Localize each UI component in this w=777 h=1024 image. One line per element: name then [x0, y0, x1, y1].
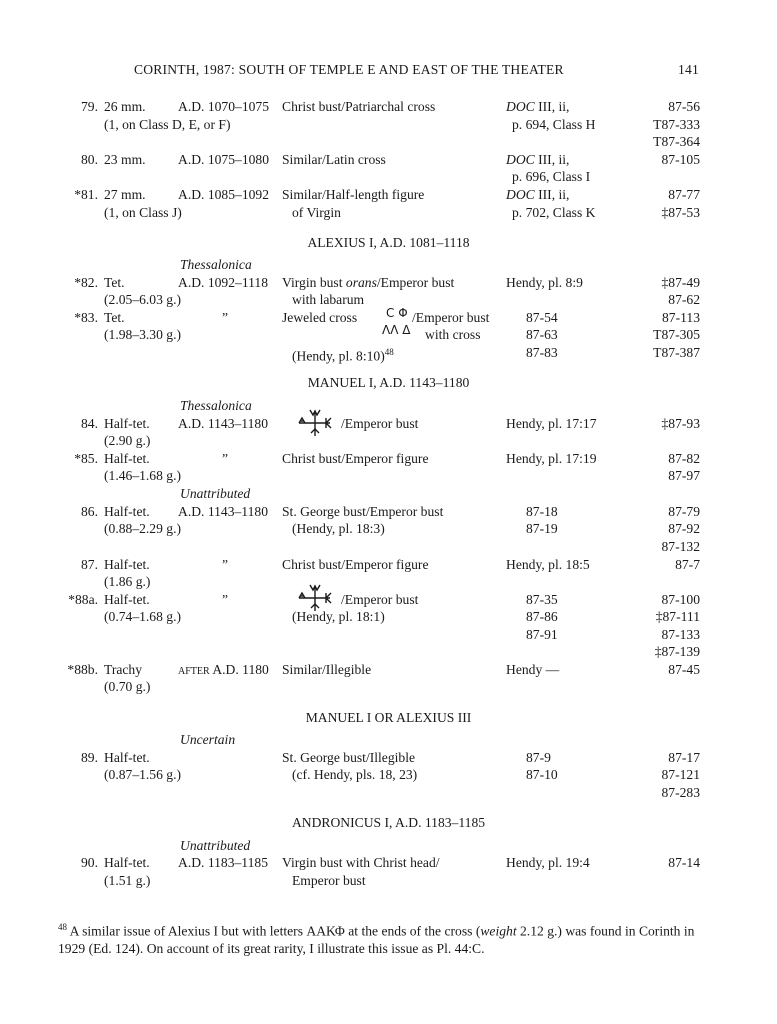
inventory-number: 87-14	[668, 855, 700, 870]
entry-reference: Hendy, pl. 8:9	[506, 275, 583, 290]
entry-description: Christ bust/Emperor figure	[282, 451, 429, 466]
entry-number: 87.	[81, 557, 98, 572]
desc-part: /Emperor bust	[376, 275, 455, 290]
entry-denomination-note: (1.46–1.68 g.)	[104, 468, 182, 483]
entry-description-cont: with labarum	[292, 292, 365, 307]
entry-description: Similar/Illegible	[282, 662, 372, 677]
inventory-number: ‡87-53	[661, 205, 700, 220]
inventory-number: 87-62	[668, 292, 700, 307]
inventory-ref: 87-63	[526, 327, 558, 342]
inventory-number: 87-283	[661, 785, 700, 800]
inventory-number: 87-17	[668, 750, 700, 765]
inventory-ref: 87-86	[526, 609, 558, 624]
entry-denomination-note: (0.70 g.)	[104, 679, 151, 694]
entry-denomination-note: (0.74–1.68 g.)	[104, 609, 182, 624]
section-heading-alexius: ALEXIUS I, A.D. 1081–1118	[307, 235, 470, 250]
inventory-number: T87-364	[653, 134, 700, 149]
entry-denomination-note: (1.51 g.)	[104, 873, 151, 888]
entry-denomination-note: (2.90 g.)	[104, 433, 151, 448]
section-heading-manuel-or-alexius: MANUEL I OR ALEXIUS III	[305, 710, 472, 725]
entry-reference: Hendy —	[506, 662, 560, 677]
inventory-number: ‡87-139	[654, 644, 700, 659]
desc-italic: orans	[345, 275, 377, 290]
entry-reference: Hendy, pl. 17:17	[506, 416, 597, 431]
inventory-number: 87-121	[661, 767, 700, 782]
inventory-number: 87-113	[661, 310, 700, 325]
entry-description: Jeweled cross	[282, 310, 358, 325]
entry-reference: Hendy, pl. 18:5	[506, 557, 590, 572]
entry-denomination: 23 mm.	[104, 152, 146, 167]
inventory-number: T87-333	[653, 117, 700, 132]
cross-letters-top: C Φ	[386, 306, 408, 320]
mint-heading: Thessalonica	[180, 257, 252, 272]
page-number: 141	[678, 62, 699, 77]
entry-description-cont: (Hendy, pl. 18:3)	[292, 521, 385, 536]
entry-denomination: 26 mm.	[104, 99, 146, 114]
entry-date: A.D. 1085–1092	[178, 187, 270, 202]
inventory-number: T87-305	[653, 327, 700, 342]
ditto-mark: ”	[222, 451, 229, 466]
mint-heading: Thessalonica	[180, 398, 252, 413]
entry-number: 80.	[81, 152, 98, 167]
entry-reference-page: p. 702, Class K	[512, 205, 596, 220]
entry-number: 86.	[81, 504, 98, 519]
footnote-text: 2.12 g.) was found in Corinth in 1929 (Ed. 124). On account of its great rarity, I illustrate this issue as Pl. 44:C.	[58, 923, 695, 956]
inventory-number: 87-92	[668, 521, 700, 536]
entry-date: A.D. 1070–1075	[178, 99, 270, 114]
entry-number: *83.	[74, 310, 98, 325]
inventory-ref: 87-35	[526, 592, 558, 607]
entry-denomination: Half-tet.	[104, 592, 150, 607]
inventory-ref: 87-18	[526, 504, 558, 519]
inventory-number: 87-79	[668, 504, 700, 519]
entry-denomination: Half-tet.	[104, 416, 150, 431]
inventory-ref: 87-9	[526, 750, 551, 765]
entry-number: *88b.	[67, 662, 98, 677]
section-heading-manuel: MANUEL I, A.D. 1143–1180	[307, 375, 470, 390]
doc-abbrev: DOC	[506, 187, 535, 202]
entry-number: *85.	[74, 451, 98, 466]
entry-description	[282, 274, 454, 291]
inventory-number: 87-7	[675, 557, 700, 572]
ditto-mark: ”	[222, 557, 229, 572]
entry-number: *81.	[74, 187, 98, 202]
inventory-ref: 87-54	[526, 310, 558, 325]
footnote-number: 48	[58, 922, 67, 932]
inventory-number: 87-97	[668, 468, 700, 483]
inventory-number: 87-133	[661, 627, 700, 642]
section-heading-andronicus: ANDRONICUS I, A.D. 1183–1185	[291, 815, 486, 830]
inventory-number: ‡87-49	[661, 275, 700, 290]
entry-number: 84.	[81, 416, 98, 431]
hendy-ref: (Hendy, pl. 8:10)	[292, 348, 385, 364]
entry-date: A.D. 1143–1180	[178, 504, 268, 519]
doc-volume: III, ii,	[538, 187, 570, 202]
entry-denomination-note: (1.98–3.30 g.)	[104, 327, 182, 342]
entry-number: *82.	[74, 275, 98, 290]
inventory-number: T87-387	[653, 345, 700, 360]
entry-description: Christ bust/Patriarchal cross	[282, 99, 436, 114]
inventory-number: 87-45	[668, 662, 700, 677]
entry-denomination-note: (1.86 g.)	[104, 574, 151, 589]
entry-description: Similar/Half-length figure	[282, 187, 425, 202]
ditto-mark: ”	[222, 592, 229, 607]
entry-reference: Hendy, pl. 19:4	[506, 855, 590, 870]
inventory-number: 87-56	[668, 99, 700, 114]
entry-number: *88a.	[68, 592, 98, 607]
entry-description-c: with cross	[425, 327, 481, 342]
running-title: CORINTH, 1987: SOUTH OF TEMPLE E AND EAST OF THE THEATER	[134, 62, 564, 77]
entry-denomination: Half-tet.	[104, 855, 150, 870]
inventory-number: 87-132	[661, 539, 700, 554]
entry-denomination: Half-tet.	[104, 557, 150, 572]
inventory-number: 87-100	[661, 592, 700, 607]
inventory-number: ‡87-111	[655, 609, 700, 624]
ditto-mark: ”	[222, 310, 229, 325]
entry-description: Virgin bust with Christ head/	[282, 855, 440, 870]
entry-number: 90.	[81, 855, 98, 870]
mint-heading: Uncertain	[180, 732, 236, 747]
entry-number: 89.	[81, 750, 98, 765]
desc-part: Virgin bust	[282, 275, 346, 290]
entry-denomination: 27 mm.	[104, 187, 146, 202]
entry-description: St. George bust/Emperor bust	[282, 504, 444, 519]
entry-denomination: Half-tet.	[104, 504, 150, 519]
inventory-number: 87-77	[668, 187, 700, 202]
entry-date: A.D. 1092–1118	[178, 275, 268, 290]
doc-volume: III, ii,	[538, 152, 570, 167]
monogram-icon	[296, 408, 338, 438]
doc-abbrev: DOC	[506, 152, 535, 167]
entry-denomination: Tet.	[104, 275, 125, 290]
entry-reference: Hendy, pl. 17:19	[506, 451, 597, 466]
entry-denomination: Trachy	[104, 662, 143, 677]
doc-volume: III, ii,	[538, 99, 570, 114]
inventory-ref: 87-83	[526, 345, 558, 360]
entry-denomination-note: (2.05–6.03 g.)	[104, 292, 182, 307]
inventory-number: 87-82	[668, 451, 700, 466]
entry-denomination: Tet.	[104, 310, 125, 325]
inventory-number: 87-105	[661, 152, 700, 167]
entry-date: A.D. 1143–1180	[178, 416, 268, 431]
entry-description: /Emperor bust	[341, 416, 419, 431]
doc-abbrev: DOC	[506, 99, 535, 114]
inventory-ref: 87-19	[526, 521, 558, 536]
entry-description-cont: (cf. Hendy, pls. 18, 23)	[292, 767, 418, 782]
footnote	[58, 919, 708, 957]
entry-description: Christ bust/Emperor figure	[282, 557, 429, 572]
mint-heading: Unattributed	[180, 486, 251, 501]
entry-description: St. George bust/Illegible	[282, 750, 416, 765]
entry-reference	[506, 186, 569, 203]
entry-number: 79.	[81, 99, 98, 114]
entry-description-ref	[292, 344, 394, 365]
entry-reference-page: p. 696, Class I	[512, 169, 591, 184]
entry-description-cont: Emperor bust	[292, 873, 366, 888]
entry-denomination-note: (1, on Class J)	[104, 205, 182, 220]
entry-reference	[506, 98, 569, 115]
inventory-number: ‡87-93	[661, 416, 700, 431]
entry-description: Similar/Latin cross	[282, 152, 386, 167]
entry-denomination-note: (0.87–1.56 g.)	[104, 767, 182, 782]
footnote-text: A similar issue of Alexius I but with letters ΑΑΚΦ at the ends of the cross (	[67, 923, 481, 939]
entry-date: A.D. 1075–1080	[178, 152, 270, 167]
entry-denomination-note: (1, on Class D, E, or F)	[104, 117, 231, 132]
mint-heading: Unattributed	[180, 838, 251, 853]
entry-reference	[506, 151, 569, 168]
entry-description: /Emperor bust	[341, 592, 419, 607]
entry-reference-page: p. 694, Class H	[512, 117, 596, 132]
cross-letters-bottom: ΛΛ Δ	[382, 323, 411, 337]
entry-description-cont: of Virgin	[292, 205, 341, 220]
entry-denomination: Half-tet.	[104, 451, 150, 466]
inventory-ref: 87-91	[526, 627, 558, 642]
footnote-italic: weight	[480, 923, 517, 939]
entry-description-cont: (Hendy, pl. 18:1)	[292, 609, 385, 624]
inventory-ref: 87-10	[526, 767, 558, 782]
footnote-marker: 48	[384, 347, 394, 357]
entry-date: A.D. 1183–1185	[178, 855, 268, 870]
entry-date: after A.D. 1180	[178, 662, 269, 677]
entry-description-b: /Emperor bust	[412, 310, 490, 325]
entry-denomination-note: (0.88–2.29 g.)	[104, 521, 182, 536]
entry-denomination: Half-tet.	[104, 750, 150, 765]
